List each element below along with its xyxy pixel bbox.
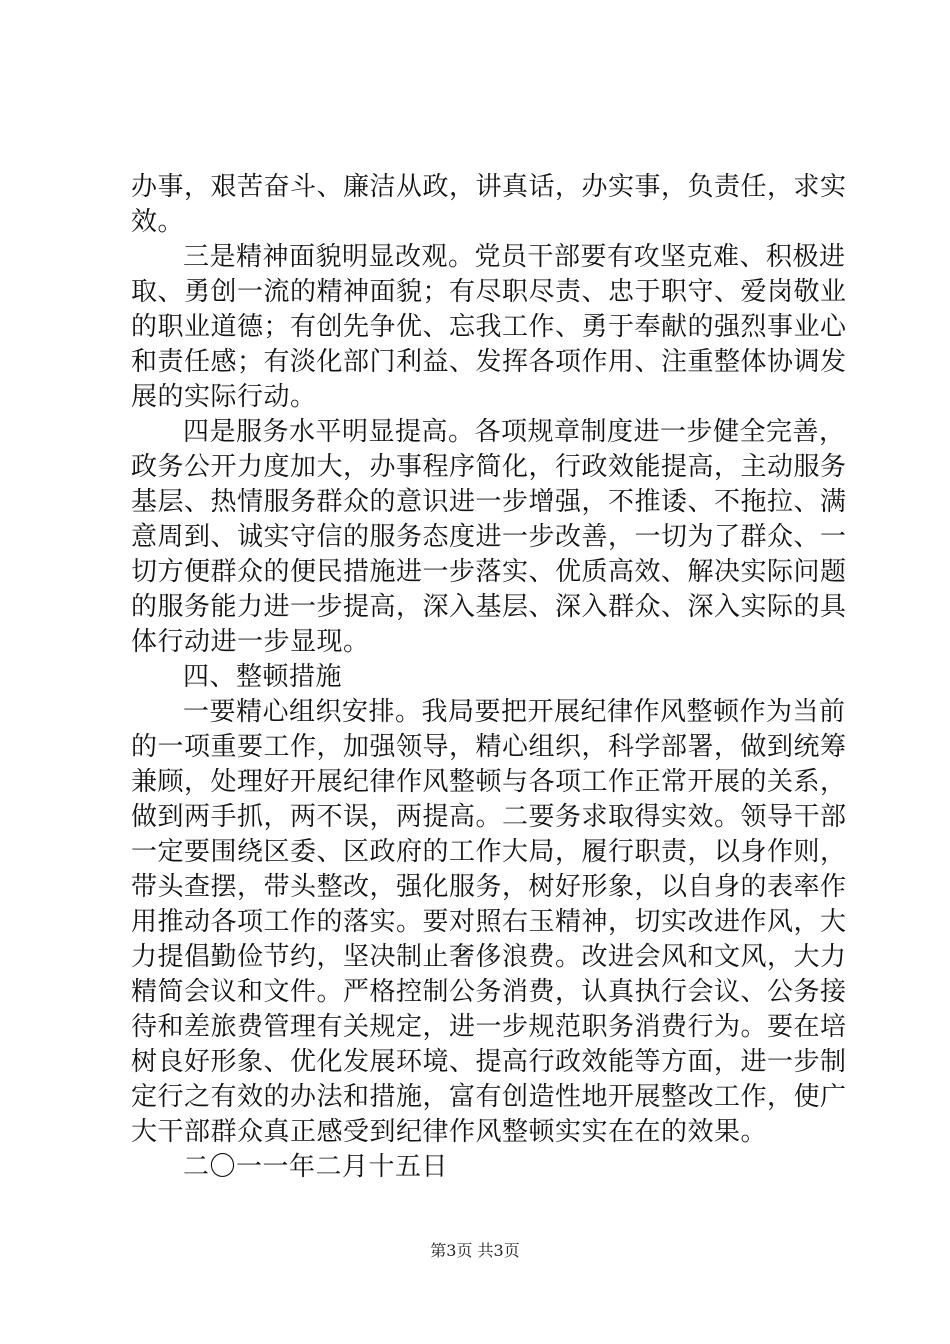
text-line: 和责任感；有淡化部门利益、发挥各项作用、注重整体协调发 [131, 347, 847, 377]
text-line: 大干部群众真正感受到纪律作风整顿实实在在的效果。 [131, 1117, 768, 1147]
text-line: 精简会议和文件。严格控制公务消费，认真执行会议、公务接 [131, 977, 847, 1007]
text-line: 待和差旅费管理有关规定，进一步规范职务消费行为。要在培 [131, 1012, 847, 1042]
text-line: 政务公开力度加大，办事程序简化，行政效能提高，主动服务 [131, 452, 847, 482]
text-line: 兼顾，处理好开展纪律作风整顿与各项工作正常开展的关系， [131, 767, 847, 797]
text-line: 办事，艰苦奋斗、廉洁从政，讲真话，办实事，负责任，求实 [131, 172, 847, 202]
text-line: 带头查摆，带头整改，强化服务，树好形象，以自身的表率作 [131, 872, 847, 902]
page-footer: 第3页 共3页 [430, 1241, 520, 1260]
text-line: 三是精神面貌明显改观。党员干部要有攻坚克难、积极进 [183, 242, 846, 272]
text-line: 的服务能力进一步提高，深入基层、深入群众、深入实际的具 [131, 592, 847, 622]
text-line: 切方便群众的便民措施进一步落实、优质高效、解决实际问题 [131, 557, 847, 587]
text-line: 树良好形象、优化发展环境、提高行政效能等方面，进一步制 [131, 1047, 847, 1077]
text-line: 展的实际行动。 [131, 382, 317, 412]
text-line: 基层、热情服务群众的意识进一步增强，不推诿、不拖拉、满 [131, 487, 847, 517]
text-line: 四是服务水平明显提高。各项规章制度进一步健全完善， [183, 417, 846, 447]
document-body [131, 170, 847, 1185]
text-line: 四、整顿措施 [183, 662, 343, 692]
text-line: 意周到、诚实守信的服务态度进一步改善，一切为了群众、一 [131, 522, 847, 552]
text-line: 力提倡勤俭节约，坚决制止奢侈浪费。改进会风和文风，大力 [131, 942, 847, 972]
text-line: 的一项重要工作，加强领导，精心组织，科学部署，做到统筹 [131, 732, 847, 762]
text-line: 体行动进一步显现。 [131, 627, 370, 657]
text-line: 的职业道德；有创先争优、忘我工作、勇于奉献的强烈事业心 [131, 312, 847, 342]
text-line: 二〇一一年二月十五日 [183, 1152, 449, 1182]
text-line: 一要精心组织安排。我局要把开展纪律作风整顿作为当前 [183, 697, 846, 727]
text-line: 效。 [131, 207, 185, 237]
text-line: 用推动各项工作的落实。要对照右玉精神，切实改进作风，大 [131, 907, 847, 937]
text-line: 一定要围绕区委、区政府的工作大局，履行职责，以身作则， [131, 837, 847, 867]
text-line: 做到两手抓，两不误，两提高。二要务求取得实效。领导干部 [131, 802, 847, 832]
text-line: 取、勇创一流的精神面貌；有尽职尽责、忠于职守、爱岗敬业 [131, 277, 847, 307]
text-line: 定行之有效的办法和措施，富有创造性地开展整改工作，使广 [131, 1082, 847, 1112]
